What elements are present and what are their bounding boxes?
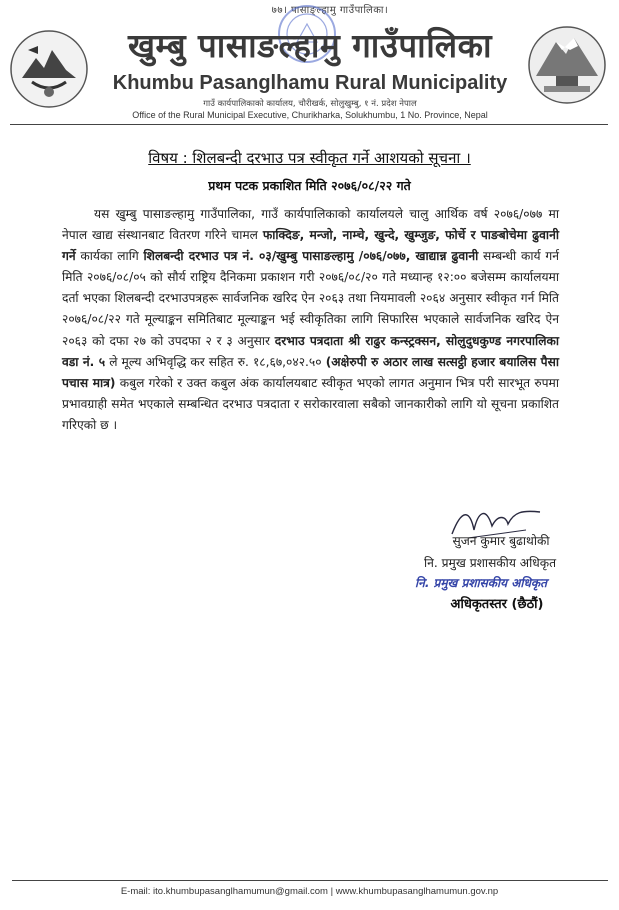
subject-text: विषय : शिलबन्दी दरभाउ पत्र स्वीकृत गर्ने आशयको सूचना ।	[148, 149, 471, 167]
published-date: प्रथम पटक प्रकाशित मिति २०७६/०८/२२ गते	[208, 178, 411, 193]
nepal-emblem-logo	[8, 28, 90, 110]
official-stamp-rank: अधिकृतस्तर (छैठौं)	[450, 597, 544, 612]
paragraph-bold: (अक्षेरुपी रु अठार लाख सत्सट्ठी हजार बयालिस पैसा पचास मात्र)	[62, 354, 560, 390]
paragraph-bold: फाक्दिङ, मन्जो, नाम्चे, खुन्दे, खुम्जुङ, फोर्चे र पाङबोचेमा ढुवानी गर्ने	[62, 228, 559, 264]
signatory-title: नि. प्रमुख प्रशासकीय अधिकृत	[423, 556, 557, 570]
municipality-title-english: Khumbu Pasanglhamu Rural Municipality	[112, 72, 508, 94]
paragraph-text: कार्यका लागि	[75, 249, 144, 264]
paragraph-text: ले मूल्य अभिवृद्धि कर सहित रु. १८,६७,०४२.५०	[105, 354, 326, 369]
notice-paragraph	[62, 204, 559, 436]
signatory-name: सुजन कुमार बुढाथोकी	[452, 534, 550, 548]
paragraph-text: सम्बन्धी कार्य गर्न मिति २०७६/०८/०५ को सौर्य राष्ट्रिय दैनिकमा प्रकाशन गरी २०७६/०८/२० गते मध्यान्ह १२:०० बजेसम्म कार्यालयमा दर्ता भएका शिलबन्दी दरभाउपत्रहरू सार्वजनिक खरिद ऐन २०६३ तथा नियमावली २०६४ अनुसार स्वीकृत गर्न मिति २०७६/०८/२२ गते मूल्याङ्कन समितिबाट मूल्याङ्कन भई स्वीकृतिका लागि सिफारिस भएकाले सार्वजनिक खरिद ऐन २०६३ को दफा २७ को उपदफा २ र ३ अनुसार	[62, 249, 559, 348]
header-divider	[10, 124, 608, 125]
paragraph-bold: शिलबन्दी दरभाउ पत्र नं. ०३/खुम्बु पासाङल्हामु /०७६/०७७, खाद्यान्न ढुवानी	[143, 249, 479, 264]
footer-divider	[12, 880, 608, 881]
official-stamp-title: नि. प्रमुख प्रशासकीय अधिकृत	[415, 576, 547, 590]
office-address-english: Office of the Rural Municipal Executive, Churikharka, Solukhumbu, 1 No. Province, Nepal	[132, 110, 488, 120]
paragraph-text: यस खुम्बु पासाङल्हामु गाउँपालिका, गाउँ कार्यपालिकाको कार्यालयले चालु आर्थिक वर्ष २०७६/०७७ मा नेपाल खाद्य संस्थानबाट वितरण गरिने चामल	[62, 207, 559, 243]
municipality-logo	[526, 24, 608, 106]
notice-subject	[0, 148, 619, 168]
office-address-nepali: गाउँ कार्यपालिकाको कार्यालय, चौरीखर्क, सोलुखुम्बु, १ नं. प्रदेश नेपाल	[203, 99, 417, 109]
footer-contact: E-mail: ito.khumbupasanglhamumun@gmail.com | www.khumbupasanglhamumun.gov.np	[120, 886, 499, 897]
municipality-title-nepali: खुम्बु पासाङल्हामु गाउँपालिका	[127, 26, 493, 65]
motto-text: ७७। पासाङ्ल्हामु गाउँपालिका।	[271, 5, 389, 16]
paragraph-text: कबुल गरेको र उक्त कबुल अंक कार्यालयबाट स्वीकृत भएको लागत अनुमान भित्र परी सारभूत रुपमा प्रभावग्राही समेत भएकाले सम्बन्धित दरभाउ पत्रदाता र सरोकारवाला सबैको जानकारीको लागि यो सूचना प्रकाशित गरिएको छ ।	[62, 375, 559, 432]
paragraph-bold: दरभाउ पत्रदाता श्री राढुर कन्स्ट्रक्सन, सोलुदुधकुण्ड नगरपालिका वडा नं. ५	[62, 333, 559, 369]
